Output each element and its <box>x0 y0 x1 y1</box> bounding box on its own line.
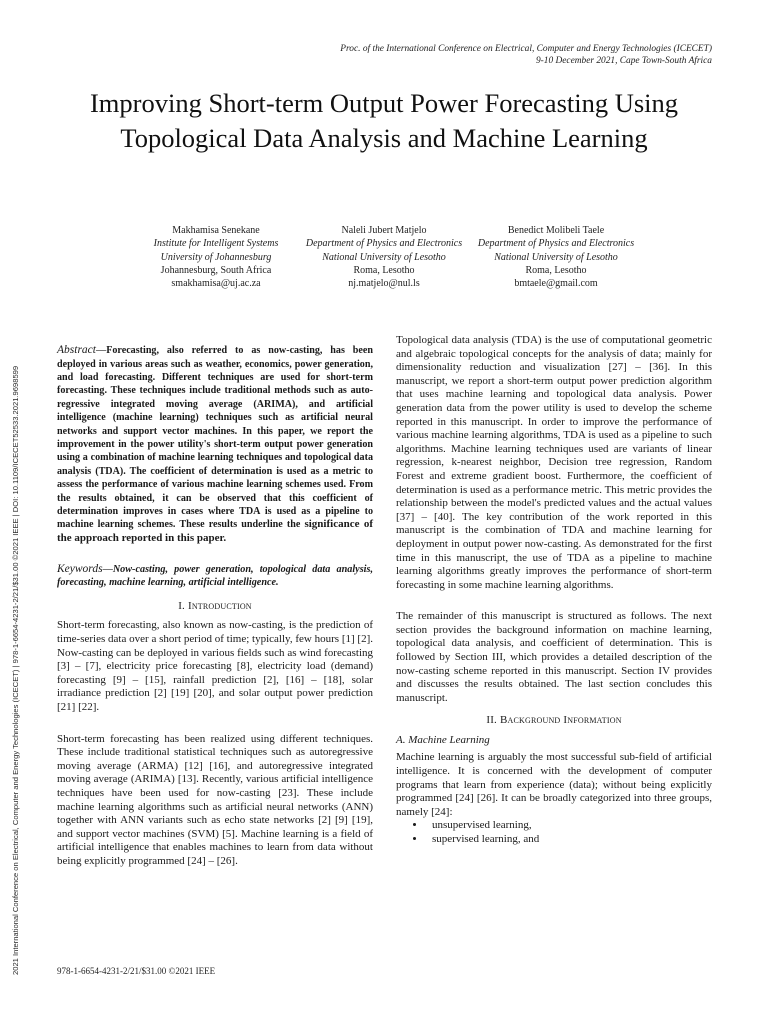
keywords <box>57 563 373 589</box>
left-column <box>57 334 373 868</box>
author-affiliation: Department of Physics and Electronics National University of Lesotho <box>477 238 635 263</box>
subsection-heading-machine-learning: A. Machine Learning <box>396 734 490 747</box>
abstract-lead: Abstract— <box>57 344 107 357</box>
proceedings-header <box>340 44 712 67</box>
keywords-body: Now-casting, power generation, topological data analysis, forecasting, machine learning, artificial intelligence. <box>57 564 373 589</box>
author-name: Benedict Molibeli Taele <box>507 225 605 236</box>
learning-categories-list <box>396 819 712 846</box>
author-name: Makhamisa Senekane <box>172 225 260 236</box>
side-identifier-text: 2021 International Conference on Electrical, Computer and Energy Technologies (ICECET) | 978-1-6654-4231-2/21/$31.00 ©2021 IEEE | DOI: 10.1109/ICECET52533.2021.9698599 <box>11 365 20 975</box>
author-block-2 <box>300 224 468 290</box>
author-affiliation: Department of Physics and Electronics National University of Lesotho <box>305 238 463 263</box>
structure-paragraph: The remainder of this manuscript is structured as follows. The next section provides the background information on machine learning, topological data analysis, and coefficient of determination. This is followed by Section III, which provides a detailed description of the now-casting scheme reported in this manuscript. Section IV provides and discusses the results obtained. The last section concludes this manuscript. <box>396 610 712 704</box>
list-item: • supervised learning, and <box>426 833 712 847</box>
machine-learning-paragraph: Machine learning is arguably the most successful sub-field of artificial intelligence. It is concerned with the development of computer programs that learn from experience (data); without being explicitly programmed [24] [26]. It can be broadly categorized into three groups, namely [24]: <box>396 751 712 818</box>
author-location: Roma, Lesotho <box>525 264 587 276</box>
abstract-tail: significance of the approach reported in this paper. <box>57 518 373 544</box>
author-email: bmtaele@gmail.com <box>514 278 598 290</box>
proceedings-line1: Proc. of the International Conference on Electrical, Computer and Energy Technologies (ICECET) <box>340 44 712 54</box>
right-column <box>396 334 712 847</box>
section-heading-introduction: I. Introduction <box>178 600 252 613</box>
intro-paragraph-1: Short-term forecasting, also known as now-casting, is the prediction of time-series data over a short period of time; typically, few hours [1] [2]. Now-casting can be deployed in various fields such as wind forecasting [3] – [7], electricity price forecasting [8], electricity load (demand) forecasting [9] – [15], rainfall prediction [2], [16] – [18], solar irradiance prediction [2] [19] [20], and solar output power prediction [21] [22]. <box>57 619 373 713</box>
side-identifier <box>10 195 24 975</box>
keywords-lead: Keywords— <box>57 563 113 576</box>
author-affiliation: Institute for Intelligent Systems University of Johannesburg <box>153 238 279 263</box>
intro-paragraph-2: Short-term forecasting has been realized using different techniques. These include traditional statistical techniques such as autoregressive moving average (ARMA) [12] [16], and autoregressive integrated moving average (ARIMA) [13]. Recently, various artificial intelligence techniques have been used for now-casting [23]. These include machine learning algorithms such as artificial neural networks (ANN) together with ANN variants such as echo state networks [2] [9] [19], and support vector machines (SVM) [5]. Machine learning is a field of artificial intelligence that enables machines to learn from data without being explicitly programmed [24] – [26]. <box>57 732 373 867</box>
list-item: • unsupervised learning, <box>426 819 712 833</box>
author-email: nj.matjelo@nul.ls <box>348 278 420 290</box>
section-heading-background: II. Background Information <box>486 714 622 727</box>
proceedings-line2: 9-10 December 2021, Cape Town-South Africa <box>535 55 712 66</box>
footer-copyright: 978-1-6654-4231-2/21/$31.00 ©2021 IEEE <box>57 966 216 976</box>
author-location: Johannesburg, South Africa <box>160 264 272 276</box>
author-email: smakhamisa@uj.ac.za <box>171 278 261 290</box>
paper-title: Improving Short-term Output Power Forecasting Using Topological Data Analysis and Machine Learning <box>89 88 679 153</box>
author-name: Naleli Jubert Matjelo <box>341 225 427 236</box>
author-block-1 <box>132 224 300 290</box>
author-location: Roma, Lesotho <box>353 264 415 276</box>
abstract <box>57 344 373 545</box>
author-block-3 <box>472 224 640 290</box>
abstract-body: Forecasting, also referred to as now-casting, has been deployed in various areas such as weather, economics, power generation, and load forecasting. Different techniques are used for short-term forecasting. These techniques include traditional methods such as auto-regressive integrated moving average (ARIMA), and artificial intelligence (machine learning) techniques such as artificial neural networks and support vector machines. In this paper, we report the improvement in the power utility's short-term output power generation using a combination of machine learning techniques and topological data analysis (TDA). The coefficient of determination is used as a metric to assess the performance of various machine learning schemes used. From the results obtained, it can be observed that this coefficient of determination improves in cases where TDA is used as a pipeline to machine learning schemes. These results underline the <box>57 345 373 531</box>
tda-paragraph: Topological data analysis (TDA) is the use of computational geometric and algebraic topological concepts for the analysis of data; mainly for dimensionality reduction and visualization [27] – [36]. In this manuscript, we report a short-term output power prediction algorithm that uses machine learning and topological data analysis. Power generation data from the power utility is used to develop the scheme reported in this manuscript. In order to improve the performance of various machine learning algorithms, TDA is used as a pipeline to such algorithms. Machine learning techniques used are variants of linear regression, k-nearest neighbor, Decision tree regression, Random Forest and extreme gradient boost. Furthermore, the coefficient of determination is used as a performance metric. This metric provides the relationship between the model's predicted values and the actual values [37] – [40]. The key contribution of the work reported in this manuscript is the combination of TDA and machine learning for deployment in output power now-casting. As demonstrated for the first time in this manuscript, the use of TDA as a pipeline to machine learning algorithms greatly improves the performance of short-term forecasting in some machine learning algorithms. <box>396 334 712 591</box>
